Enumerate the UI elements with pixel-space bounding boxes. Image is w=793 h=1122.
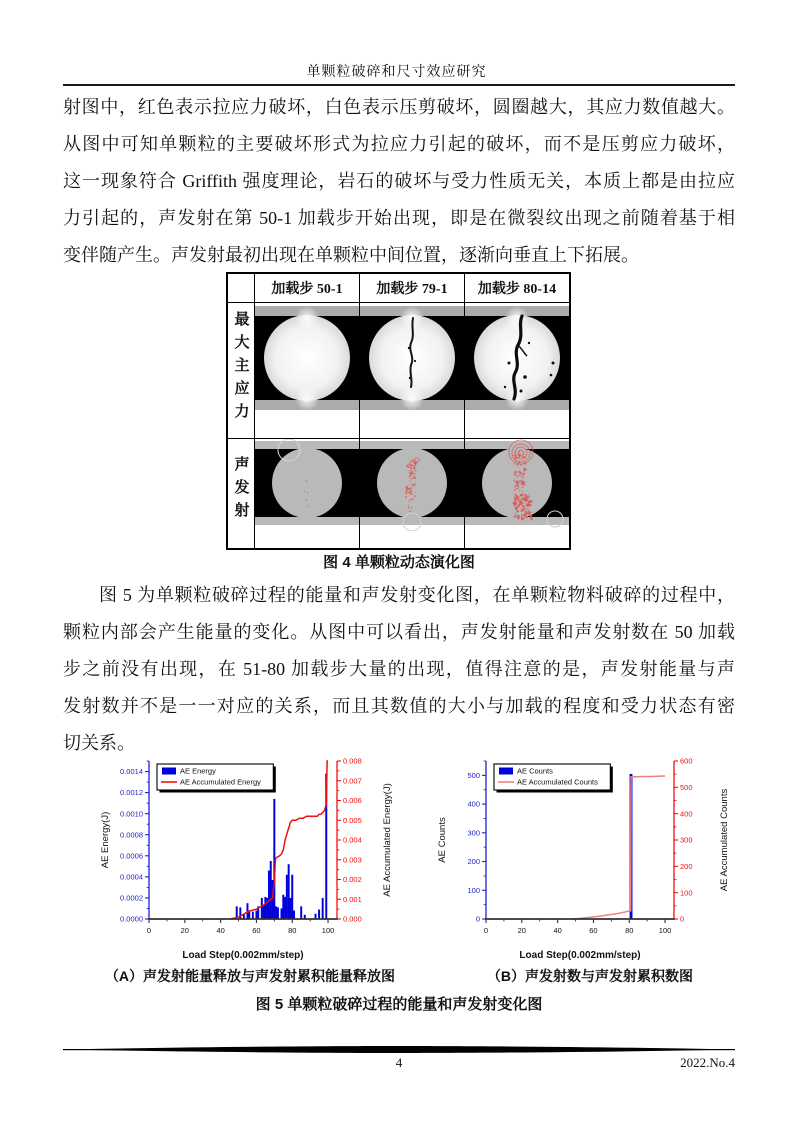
svg-text:80: 80	[288, 926, 297, 935]
stress-image-step-79-1	[360, 303, 465, 439]
svg-text:20: 20	[517, 926, 526, 935]
figure4-table	[226, 272, 571, 550]
paragraph-line: 切关系。	[63, 733, 135, 753]
figure5-subcaption-a: （A）声发射能量释放与声发射累积能量释放图	[104, 968, 396, 984]
svg-text:60: 60	[589, 926, 598, 935]
svg-text:AE Accumulated Counts: AE Accumulated Counts	[719, 788, 730, 892]
svg-text:0.007: 0.007	[343, 776, 362, 786]
svg-text:0.004: 0.004	[343, 835, 362, 845]
page-number: 4	[395, 1055, 403, 1070]
svg-text:500: 500	[680, 782, 693, 792]
paragraph-line: 力引起的，声发射在第 50-1 加载步开始出现，即是在微裂纹出现之前随着基于相	[63, 208, 735, 228]
svg-text:0.0010: 0.0010	[120, 809, 143, 819]
svg-text:100: 100	[658, 926, 672, 935]
svg-text:0: 0	[146, 926, 152, 935]
stress-image-svg	[255, 303, 359, 418]
figure4-corner-cell	[227, 273, 255, 303]
figure4-row-label-cell	[227, 303, 255, 439]
ae-image-step-79-1	[360, 439, 465, 549]
svg-text:AE Accumulated Energy: AE Accumulated Energy	[180, 777, 261, 787]
ae-image-step-50-1	[255, 439, 360, 549]
svg-text:20: 20	[180, 926, 189, 935]
stress-image-step-80-14	[465, 303, 571, 439]
figure4-caption: 图 4 单颗粒动态演化图	[323, 554, 475, 571]
figure4-row-label-ae: 声发射	[232, 456, 249, 526]
paragraph-line: 步之前没有出现，在 51-80 加载步大量的出现，值得注意的是，声发射能量与声	[63, 659, 735, 679]
svg-text:100: 100	[321, 926, 335, 935]
svg-text:500: 500	[467, 770, 480, 780]
svg-text:80: 80	[625, 926, 634, 935]
svg-text:0: 0	[680, 914, 685, 924]
svg-text:300: 300	[467, 828, 480, 838]
figure5-subcaption-b: （B）声发射数与声发射累积数图	[486, 968, 694, 984]
svg-text:Load Step(0.002mm/step): Load Step(0.002mm/step)	[182, 950, 304, 961]
svg-text:100: 100	[467, 885, 480, 895]
svg-text:40: 40	[216, 926, 225, 935]
paragraph-line: 发射数并不是一一对应的关系，而且其数值的大小与加载的程度和受力状态有密	[63, 696, 735, 716]
svg-text:100: 100	[680, 888, 693, 898]
svg-text:400: 400	[467, 799, 480, 809]
svg-text:0.0006: 0.0006	[120, 851, 143, 861]
svg-text:0.002: 0.002	[343, 875, 362, 885]
svg-text:0.005: 0.005	[343, 815, 362, 825]
paragraph-1	[63, 89, 735, 274]
svg-text:0: 0	[475, 914, 480, 924]
figure4-row-label-stress: 最大主应力	[232, 310, 249, 426]
figure5-chart-b	[434, 753, 734, 965]
svg-text:40: 40	[553, 926, 562, 935]
paragraph-line: 从图中可知单颗粒的主要破坏形式为拉应力引起的破坏，而不是压剪应力破坏，	[63, 134, 735, 154]
svg-text:200: 200	[467, 857, 480, 867]
svg-text:0: 0	[483, 926, 489, 935]
stress-image-svg	[360, 303, 464, 418]
svg-text:AE Accumulated Energy(J): AE Accumulated Energy(J)	[382, 783, 393, 897]
svg-text:0.000: 0.000	[343, 914, 362, 924]
svg-text:AE Accumulated Counts: AE Accumulated Counts	[517, 777, 598, 787]
svg-text:AE Energy(J): AE Energy(J)	[100, 811, 111, 869]
running-head-title: 单颗粒破碎和尺寸效应研究	[306, 65, 487, 80]
svg-text:600: 600	[680, 756, 693, 766]
svg-text:0.006: 0.006	[343, 796, 362, 806]
figure5-chart-a	[97, 753, 397, 965]
svg-text:0.008: 0.008	[343, 756, 362, 766]
figure4-col-header: 加载步 80-14	[465, 273, 571, 303]
svg-text:0.0012: 0.0012	[120, 788, 143, 798]
svg-text:300: 300	[680, 835, 693, 845]
ae-image-svg	[465, 439, 569, 531]
figure4-row-label-cell	[227, 439, 255, 549]
ae-image-svg	[360, 439, 464, 531]
paragraph-2	[63, 577, 735, 762]
paragraph-line: 射图中，红色表示拉应力破坏，白色表示压剪破坏，圆圈越大，其应力数值越大。	[63, 97, 735, 117]
ae-image-step-80-14	[465, 439, 571, 549]
paragraph-line: 图 5 为单颗粒破碎过程的能量和声发射变化图，在单颗粒物料破碎的过程中，	[99, 585, 735, 605]
figure4-col-header: 加载步 79-1	[360, 273, 465, 303]
paragraph-line: 变伴随产生。声发射最初出现在单颗粒中间位置，逐渐向垂直上下拓展。	[63, 245, 639, 265]
ae-image-svg	[255, 439, 359, 531]
svg-text:AE Counts: AE Counts	[437, 817, 448, 863]
figure5-caption: 图 5 单颗粒破碎过程的能量和声发射变化图	[255, 996, 543, 1013]
svg-text:60: 60	[252, 926, 261, 935]
svg-text:AE Energy: AE Energy	[180, 766, 216, 776]
paragraph-line: 颗粒内部会产生能量的变化。从图中可以看出，声发射能量和声发射数在 50 加载	[63, 622, 735, 642]
header-rule	[63, 84, 735, 86]
issue-label: 2022.No.4	[680, 1055, 735, 1070]
stress-image-svg	[465, 303, 569, 418]
figure4-col-header: 加载步 50-1	[255, 273, 360, 303]
svg-text:0.0002: 0.0002	[120, 893, 143, 903]
stress-image-step-50-1	[255, 303, 360, 439]
svg-text:0.0000: 0.0000	[120, 914, 143, 924]
footer-rule	[63, 1045, 735, 1054]
paragraph-line: 这一现象符合 Griffith 强度理论，岩石的破坏与受力性质无关，本质上都是由拉应	[63, 171, 735, 191]
svg-text:0.0004: 0.0004	[120, 872, 143, 882]
svg-text:200: 200	[680, 861, 693, 871]
svg-text:0.0008: 0.0008	[120, 830, 143, 840]
svg-text:400: 400	[680, 809, 693, 819]
svg-text:0.001: 0.001	[343, 894, 362, 904]
svg-text:Load Step(0.002mm/step): Load Step(0.002mm/step)	[519, 950, 641, 961]
svg-text:0.003: 0.003	[343, 855, 362, 865]
svg-text:AE Counts: AE Counts	[517, 766, 553, 776]
svg-text:0.0014: 0.0014	[120, 767, 143, 777]
